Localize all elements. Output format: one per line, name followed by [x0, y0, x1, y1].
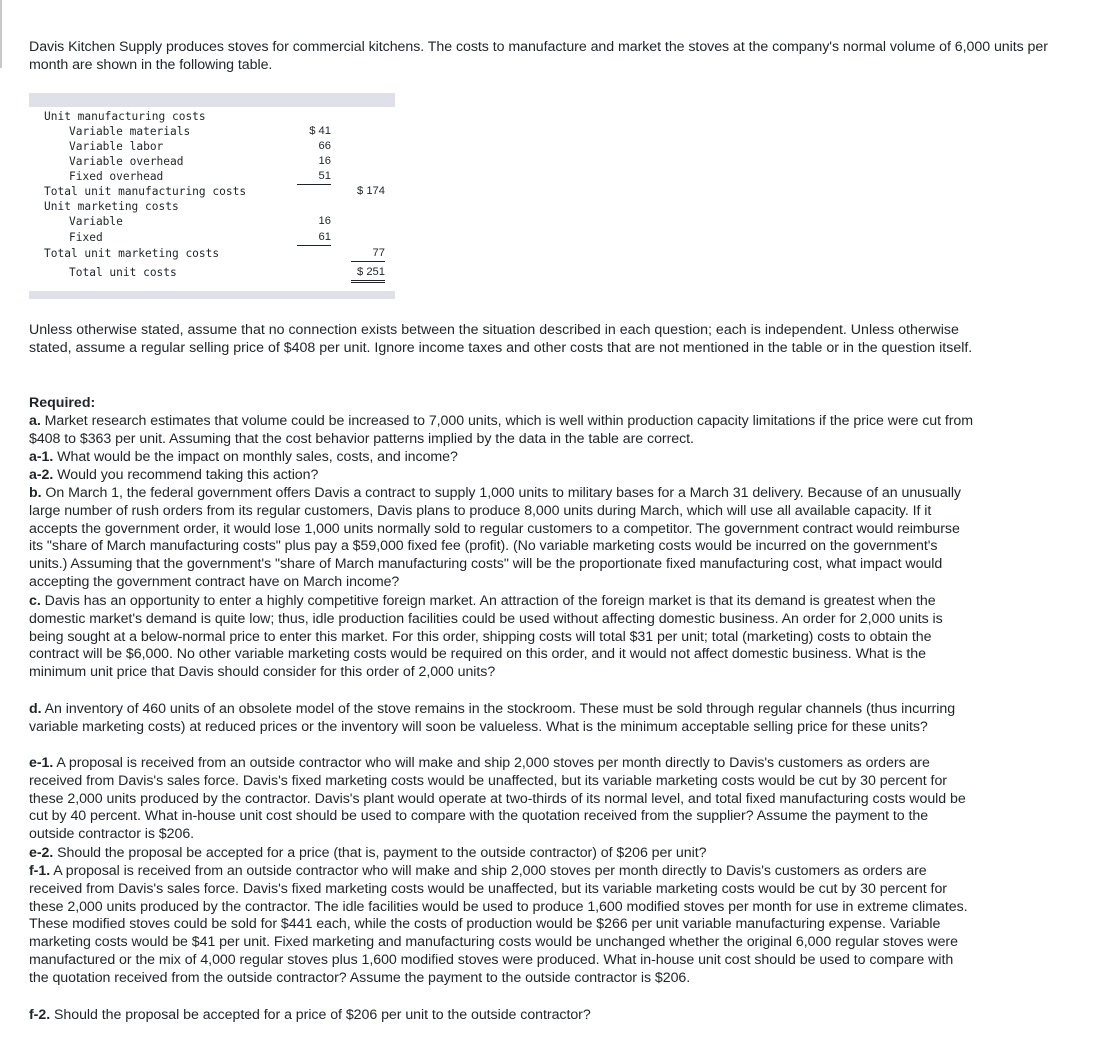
table-row [29, 109, 395, 124]
row-label: Unit manufacturing costs [44, 110, 206, 123]
question-d [29, 701, 974, 737]
required-heading: Required: [29, 395, 96, 411]
row-value: 51 [297, 169, 331, 185]
row-label: Variable materials [69, 125, 191, 138]
question-tag: e-1. [29, 755, 54, 771]
table-row [29, 124, 395, 139]
row-value: $ 251 [351, 265, 385, 283]
table-row [29, 230, 395, 245]
table-row [29, 139, 395, 154]
question-text: Should the proposal be accepted for a price of $206 per unit to the outside contractor? [50, 1007, 591, 1023]
question-text: What would be the impact on monthly sales, costs, and income? [53, 449, 458, 465]
row-label: Variable overhead [69, 155, 184, 168]
row-value: 61 [297, 230, 331, 246]
assumptions-paragraph: Unless otherwise stated, assume that no connection exists between the situation described in each question; each is independent. Unless otherwise stated, assume a regular selling price of $408 per unit. Ignore income taxes and other costs that are not mentioned in the table or in the question itself. [29, 322, 973, 356]
question-text: An inventory of 460 units of an obsolete model of the stove remains in the stockroom. These must be sold through regular channels (thus incurring variable marketing costs) at reduced prices or the inventory will soon be valueless. What is the minimum acceptable selling price for these units? [29, 701, 956, 735]
question-text: A proposal is received from an outside contractor who will make and ship 2,000 stoves per month directly to Davis's customers as orders are received from Davis's sales force. Davis's fixed marketing costs would be unaffected, but its variable marketing costs would be cut by 30 percent for these 2,000 units produced by the contractor. Davis's plant would operate at two-thirds of its normal level, and total fixed manufacturing costs would be cut by 40 percent. What in-house unit cost should be used to compare with the quotation received from the supplier? Assume the payment to the outside contractor is $206. [29, 755, 966, 843]
row-label: Unit marketing costs [44, 200, 179, 213]
row-value: $ 41 [309, 125, 331, 137]
row-label: Total unit marketing costs [44, 247, 220, 260]
question-tag: a-2. [29, 467, 54, 483]
table-row [29, 184, 395, 199]
row-value: 77 [351, 246, 385, 262]
table-bottom-band [29, 291, 395, 299]
question-text: Market research estimates that volume could be increased to 7,000 units, which is well within production capacity limitations if the price were cut from $408 to $363 per unit. Assuming that the cost behavior patterns implied by the data in the table are correct. [29, 413, 974, 447]
table-row [29, 154, 395, 169]
table-top-band [29, 93, 395, 107]
row-value: 66 [318, 140, 331, 152]
table-row [29, 169, 395, 184]
question-text: Would you recommend taking this action? [53, 467, 319, 483]
question-tag: f-1. [29, 863, 51, 879]
question-tag: a. [29, 413, 41, 429]
row-value: 16 [318, 215, 331, 227]
question-b [29, 485, 974, 592]
question-f-2 [29, 1007, 974, 1025]
row-label: Variable [69, 215, 123, 228]
question-text: Davis has an opportunity to enter a highly competitive foreign market. An attraction of the foreign market is that its demand is greatest when the domestic market's demand is quite low; thus, idle production facilities could be used without affecting domestic business. An order for 2,000 units is being sought at a below-normal price to enter this market. For this order, shipping costs will total $31 per unit; total (marketing) costs to obtain the contract will be $6,000. No other variable marketing costs would be required on this order, and it would not affect domestic business. What is the minimum unit price that Davis should consider for this order of 2,000 units? [29, 593, 943, 681]
question-f-1 [29, 863, 974, 988]
row-label: Fixed overhead [69, 170, 164, 183]
row-label: Total unit costs [69, 266, 177, 279]
cost-table [29, 93, 395, 300]
question-tag: f-2. [29, 1007, 51, 1023]
intro-paragraph: Davis Kitchen Supply produces stoves for commercial kitchens. The costs to manufacture and market the stoves at the company's normal volume of 6,000 units per month are shown in the following table. [29, 39, 1048, 73]
question-tag: c. [29, 593, 41, 609]
table-row [29, 199, 395, 214]
question-text: On March 1, the federal government offers Davis a contract to supply 1,000 units to military bases for a March 31 delivery. Because of an unusually large number of rush orders from its regular customers, Davis plans to produce 8,000 units during March, which will use all available capacity. If it accepts the government order, it would lose 1,000 units normally sold to regular customers to a competitor. The government contract would reimburse its "share of March manufacturing costs" plus pay a $59,000 fixed fee (profit). (No variable marketing costs would be incurred on the government's units.) Assuming that the government's "share of March manufacturing costs" will be the proportionate fixed manufacturing cost, what impact would accepting the government contract have on March income? [29, 485, 961, 590]
row-label: Variable labor [69, 140, 164, 153]
question-tag: a-1. [29, 449, 54, 465]
question-a [29, 413, 974, 449]
row-value: 16 [318, 155, 331, 167]
table-row [29, 246, 395, 261]
question-tag: e-2. [29, 845, 54, 861]
question-e-1 [29, 755, 974, 844]
table-row [29, 265, 395, 280]
question-tag: b. [29, 485, 42, 501]
question-a-2 [29, 467, 974, 485]
row-label: Total unit manufacturing costs [44, 185, 247, 198]
question-text: A proposal is received from an outside contractor who will make and ship 2,000 stoves per month directly to Davis's customers as orders are received from Davis's sales force. Davis's fixed marketing costs would be unaffected, but its variable marketing costs would be cut by 30 percent for these 2,000 units produced by the contractor. The idle facilities would be used to produce 1,600 modified stoves per month for use in extreme climates. These modified stoves could be sold for $441 each, while the costs of production would be $266 per unit variable manufacturing expense. Variable marketing costs would be $41 per unit. Fixed marketing and manufacturing costs would be unchanged whether the original 6,000 regular stoves were manufactured or the mix of 4,000 regular stoves plus 1,600 modified stoves were produced. What in-house unit cost should be used to compare with the quotation received from the outside contractor? Assume the payment to the outside contractor is $206. [29, 863, 968, 986]
left-divider [0, 0, 2, 68]
question-text: Should the proposal be accepted for a price (that is, payment to the outside contractor) of $206 per unit? [53, 845, 707, 861]
table-row [29, 214, 395, 229]
row-label: Fixed [69, 231, 103, 244]
question-c [29, 593, 974, 682]
question-e-2 [29, 845, 974, 863]
question-a-1 [29, 449, 974, 467]
row-value: $ 174 [357, 185, 385, 197]
question-tag: d. [29, 701, 42, 717]
